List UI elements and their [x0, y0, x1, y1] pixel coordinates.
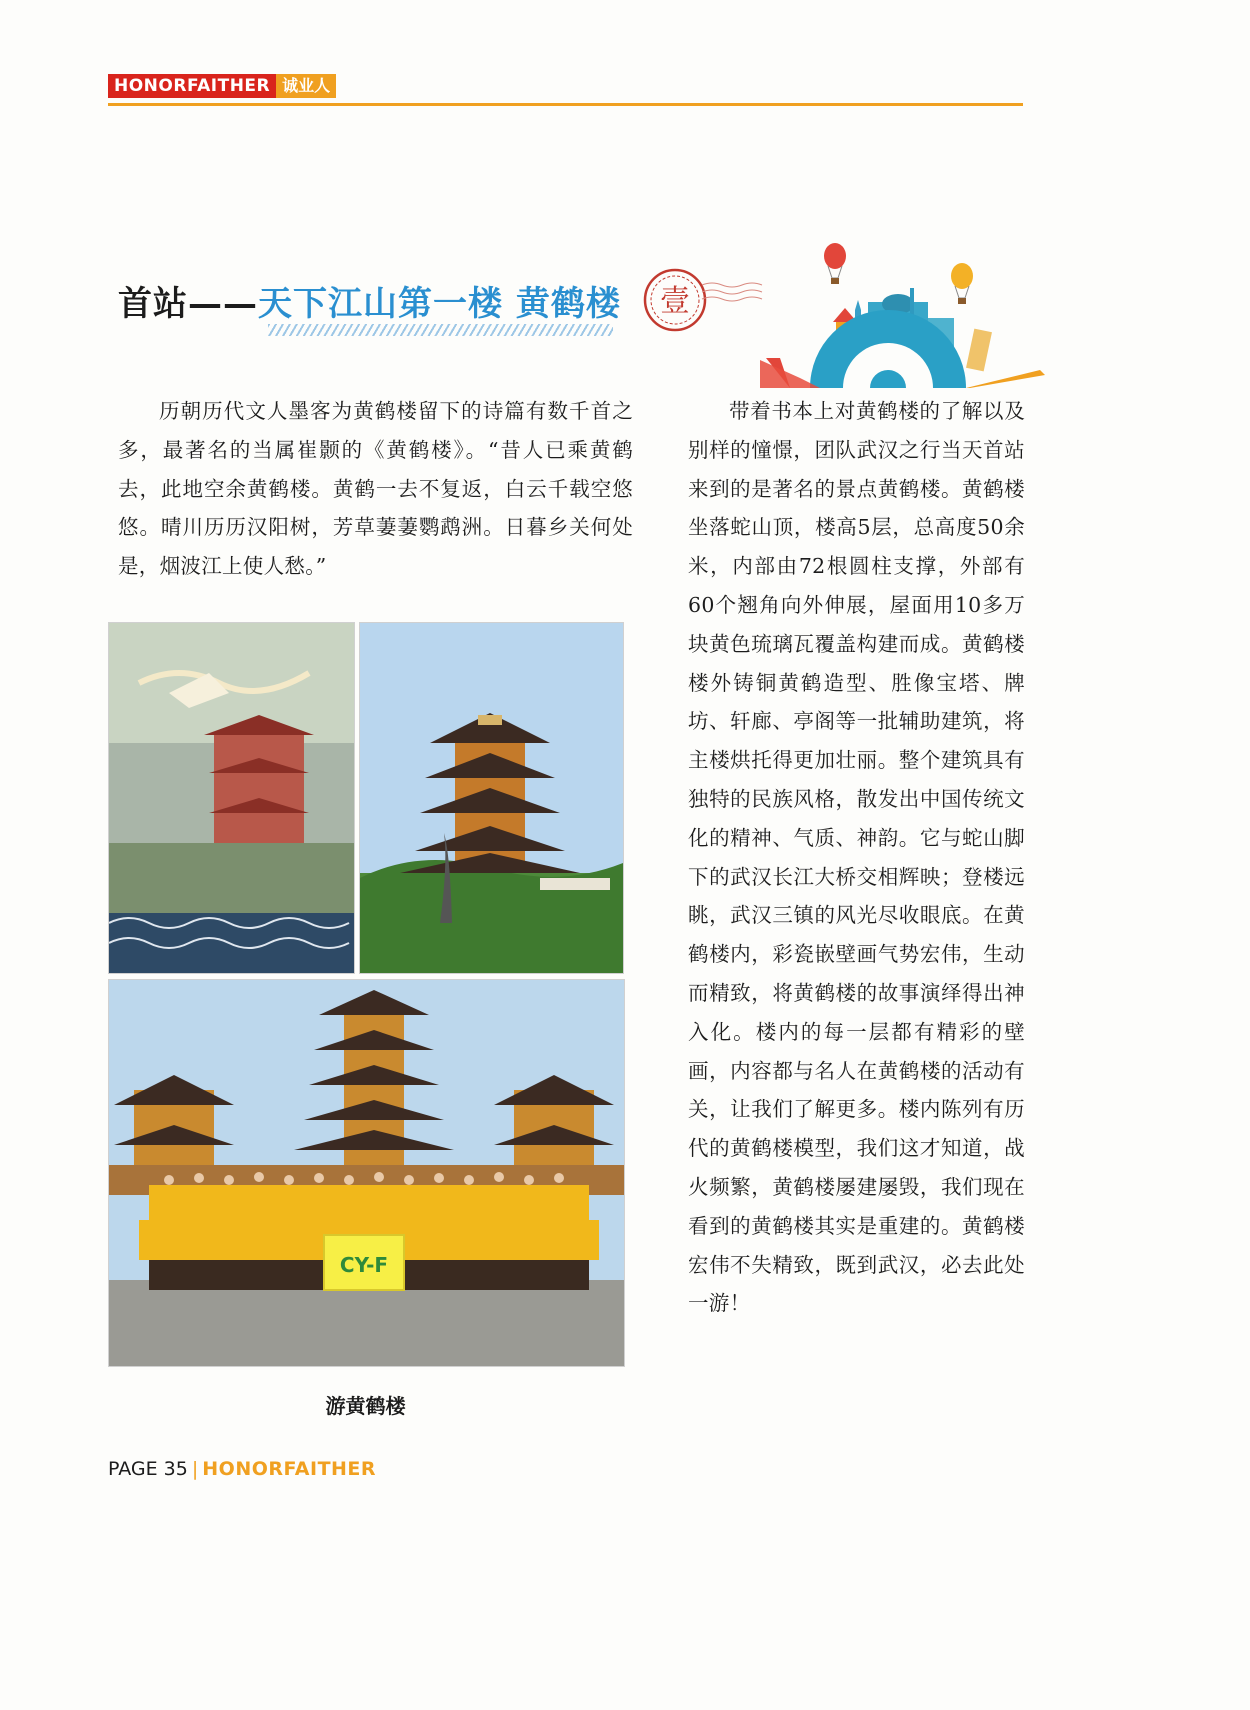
- photo-tower: [359, 622, 624, 974]
- header-divider: [108, 103, 1023, 106]
- title-highlight: 天下江山第一楼 黄鹤楼: [258, 284, 621, 324]
- stamp-char: 壹: [660, 284, 690, 319]
- photo-group: [108, 979, 625, 1367]
- page-number: PAGE 35: [108, 1458, 188, 1480]
- photo-caption: 游黄鹤楼: [325, 1394, 406, 1418]
- photo-mural: [108, 622, 355, 974]
- footer-brand: HONORFAITHER: [202, 1458, 377, 1480]
- stamp-icon: [645, 270, 762, 330]
- title-prefix: 首站——: [118, 284, 258, 324]
- brand-logo-cn: 诚业人: [276, 74, 336, 98]
- group-banner-text: CY-F: [339, 1253, 389, 1277]
- paragraph-left: 历朝历代文人墨客为黄鹤楼留下的诗篇有数千首之多，最著名的当属崔颢的《黄鹤楼》。“昔人已乘黄鹤去，此地空余黄鹤楼。黄鹤一去不复返，白云千载空悠悠。晴川历历汉阳树，芳草萋萋鹦鹉洲。日暮乡关何处是，烟波江上使人愁。”: [118, 399, 633, 579]
- header-brand: [108, 74, 336, 98]
- travel-skyline-icon: [640, 240, 1045, 388]
- paragraph-right: 带着书本上对黄鹤楼的了解以及别样的憧憬，团队武汉之行当天首站来到的是著名的景点黄鹤楼。黄鹤楼坐落蛇山顶，楼高5层，总高度50余米，内部由72根圆柱支撑，外部有60个翘角向外伸展，屋面用10多万块黄色琉璃瓦覆盖构建而成。黄鹤楼楼外铸铜黄鹤造型、胜像宝塔、牌坊、轩廊、亭阁等一批辅助建筑，将主楼烘托得更加壮丽。整个建筑具有独特的民族风格，散发出中国传统文化的精神、气质、神韵。它与蛇山脚下的武汉长江大桥交相辉映；登楼远眺，武汉三镇的风光尽收眼底。在黄鹤楼内，彩瓷嵌壁画气势宏伟，生动而精致，将黄鹤楼的故事演绎得出神入化。楼内的每一层都有精彩的壁画，内容都与名人在黄鹤楼的活动有关，让我们了解更多。楼内陈列有历代的黄鹤楼模型，我们这才知道，战火频繁，黄鹤楼屡建屡毁，我们现在看到的黄鹤楼其实是重建的。黄鹤楼宏伟不失精致，既到武汉，必去此处一游！: [688, 399, 1025, 1316]
- brand-logo-en: HONORFAITHER: [108, 74, 276, 98]
- page-footer: [108, 1458, 376, 1480]
- title-underline: [268, 324, 613, 336]
- section-title: [118, 276, 621, 325]
- footer-separator: |: [191, 1458, 199, 1480]
